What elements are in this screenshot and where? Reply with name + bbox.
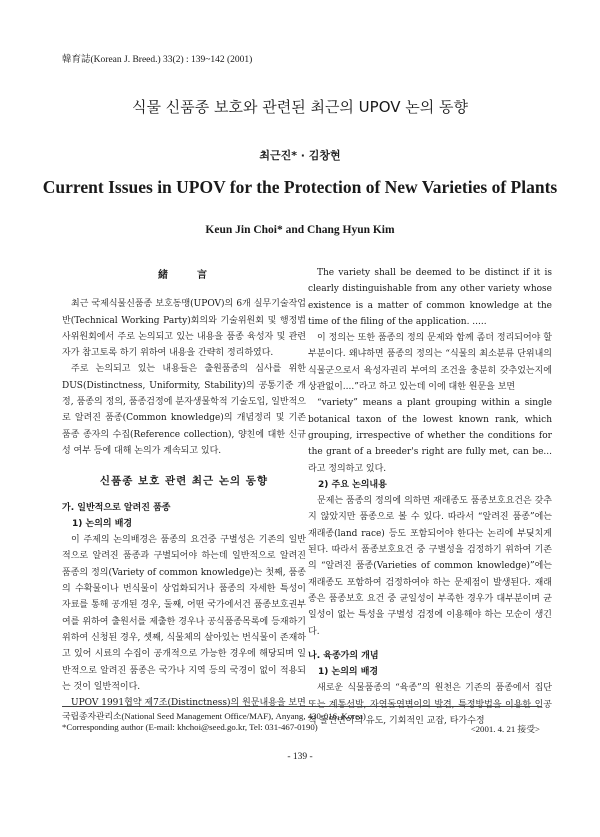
authors-english: Keun Jin Choi* and Chang Hyun Kim [205,224,395,236]
intro-paragraph-2: 주로 논의되고 있는 내용들은 출원품종의 심사를 위한 DUS(Distinctness, Uniformity, Stability)의 공통기준 개정, 품종의 정의, 품종검정에 분자생물학적 기술도입, 일반적으로 알려진 품종(Common knowledge)의 개념정리 및 기존품종 종자의 수집(Reference collection), 양친에 대한 신규성 여부 등에 대해 논의가 계속되고 있다. [62,364,306,456]
quote-paragraph-2: “variety” means a plant grouping within a single botanical taxon of the lowest known rank, which grouping, irrespective of whether the conditions for the grant of a breeder's right are fully met, can be...라고 정의하고 있다. [308,398,552,474]
authors-korean: 최근진* · 김창현 [259,149,341,162]
received-date: <2001. 4. 21 接受> [470,724,540,734]
right-column [308,262,552,729]
quote-paragraph-1: The variety shall be deemed to be distinct if it is clearly distinguishable from any other variety whose existence is a matter of common knowledge at the time of the filing of the application. ..... [308,268,552,327]
introduction-heading: 緒 言 [158,270,210,281]
footnote-divider [62,706,542,707]
footnote-affiliation: 국립종자관리소(National Seed Management Office/MAF), Anyang, 430-016, Korea) [62,711,366,721]
body-paragraph-3: 이 주제의 논의배경은 품종의 요건중 구별성은 기존의 일반적으로 알려진 품종과 구별되어야 하는데 일반적으로 알려진 품종의 정의(Variety of common knowledge)는 첫째, 품종의 수확물이나 번식물이 상업화되거나 품종의 자세한 특성이 자료를 통해 공개된 경우, 둘째, 어떤 국가에서건 품종보호권부여를 위하여 출원서를 제출한 경우나 공식품종목록에 등재하기 위하여 신청된 경우, 셋째, 식물체의 살아있는 번식물이 존재하고 있어 시료의 수집이 공개적으로 가능한 경우에 해당되며 일반적으로 알려진 품종은 국가나 지역 등의 국경이 없이 적용되는 것이 일반적이다. [62,535,306,692]
subsection-a1-heading: 1) 논의의 배경 [72,518,133,529]
title-korean: 식물 신품종 보호와 관련된 최근의 UPOV 논의 동향 [131,98,469,116]
footnote-corresponding-author: *Corresponding author (E-mail: khchoi@seed.go.kr, Tel: 031-467-0190) [62,722,318,732]
intro-paragraph-1: 최근 국제식물신품종 보호동맹(UPOV)의 6개 실무기술작업반(Technical Working Party)회의와 기술위원회 및 행정법사위원회에서 주로 논의되고 있는 내용을 품종 육성자 및 관련자가 참고토록 하기 위하여 내용을 간략히 정리하였다. [62,299,306,359]
body-paragraph-5: 이 정의는 또한 품종의 정의 문제와 함께 좀더 정리되어야 할 부분이다. 왜냐하면 품종의 정의는 “식물의 최소분류 단위내의 식물군으로서 육성자권리 부여의 조건을 충분히 갖추었는지에 상관없이....”라고 하고 있는데 이에 대한 원문을 보면 [308,333,552,393]
journal-citation: 韓育誌(Korean J. Breed.) 33(2) : 139~142 (2001) [62,55,253,65]
subsection-b-heading: 나. 육종가의 개념 [308,650,379,661]
subsection-a2-heading: 2) 주요 논의내용 [318,479,387,490]
body-paragraph-4: UPOV 1991협약 제7조(Distinctness)의 원문내용을 보면 [71,698,306,709]
subsection-a-heading: 가. 일반적으로 알려진 품종 [62,502,171,513]
title-english: Current Issues in UPOV for the Protection of New Varieties of Plants [42,177,558,197]
page-number: - 139 - [287,752,313,762]
body-paragraph-6: 문제는 품종의 정의에 의하면 재래종도 품종보호요건은 갖추지 않았지만 품종으로 볼 수 있다. 따라서 “알려진 품종”에는 재래종(land race) 등도 포함되어야 한다는 논리에 부딪치게 된다. 따라서 품종보호요건 중 구별성을 검정하기 위하여 기존의 “알려진 품종(Varieties of common knowledge)”에는 재래종도 포함하여 검정하여야 하는 문제점이 발생된다. 재래종은 품종보호 요건 중 균일성이 부족한 경우가 대부분이며 균일성이 없는 특성을 구별성 검정에 이용해야 하는 모순이 생긴다. [308,496,552,637]
section-heading: 신품종 보호 관련 최근 논의 동향 [99,475,269,488]
subsection-b1-heading: 1) 논의의 배경 [318,667,379,678]
body-paragraph-7: 새로운 식물품종의 “육종”의 원천은 기존의 품종에서 집단 또는 계통선발, 자연돌연변이의 발견, 특정방법을 이용한 인공적 돌연변이의 유도, 기회적인 교잡, 타가수정 [308,683,552,727]
left-column [62,262,306,711]
